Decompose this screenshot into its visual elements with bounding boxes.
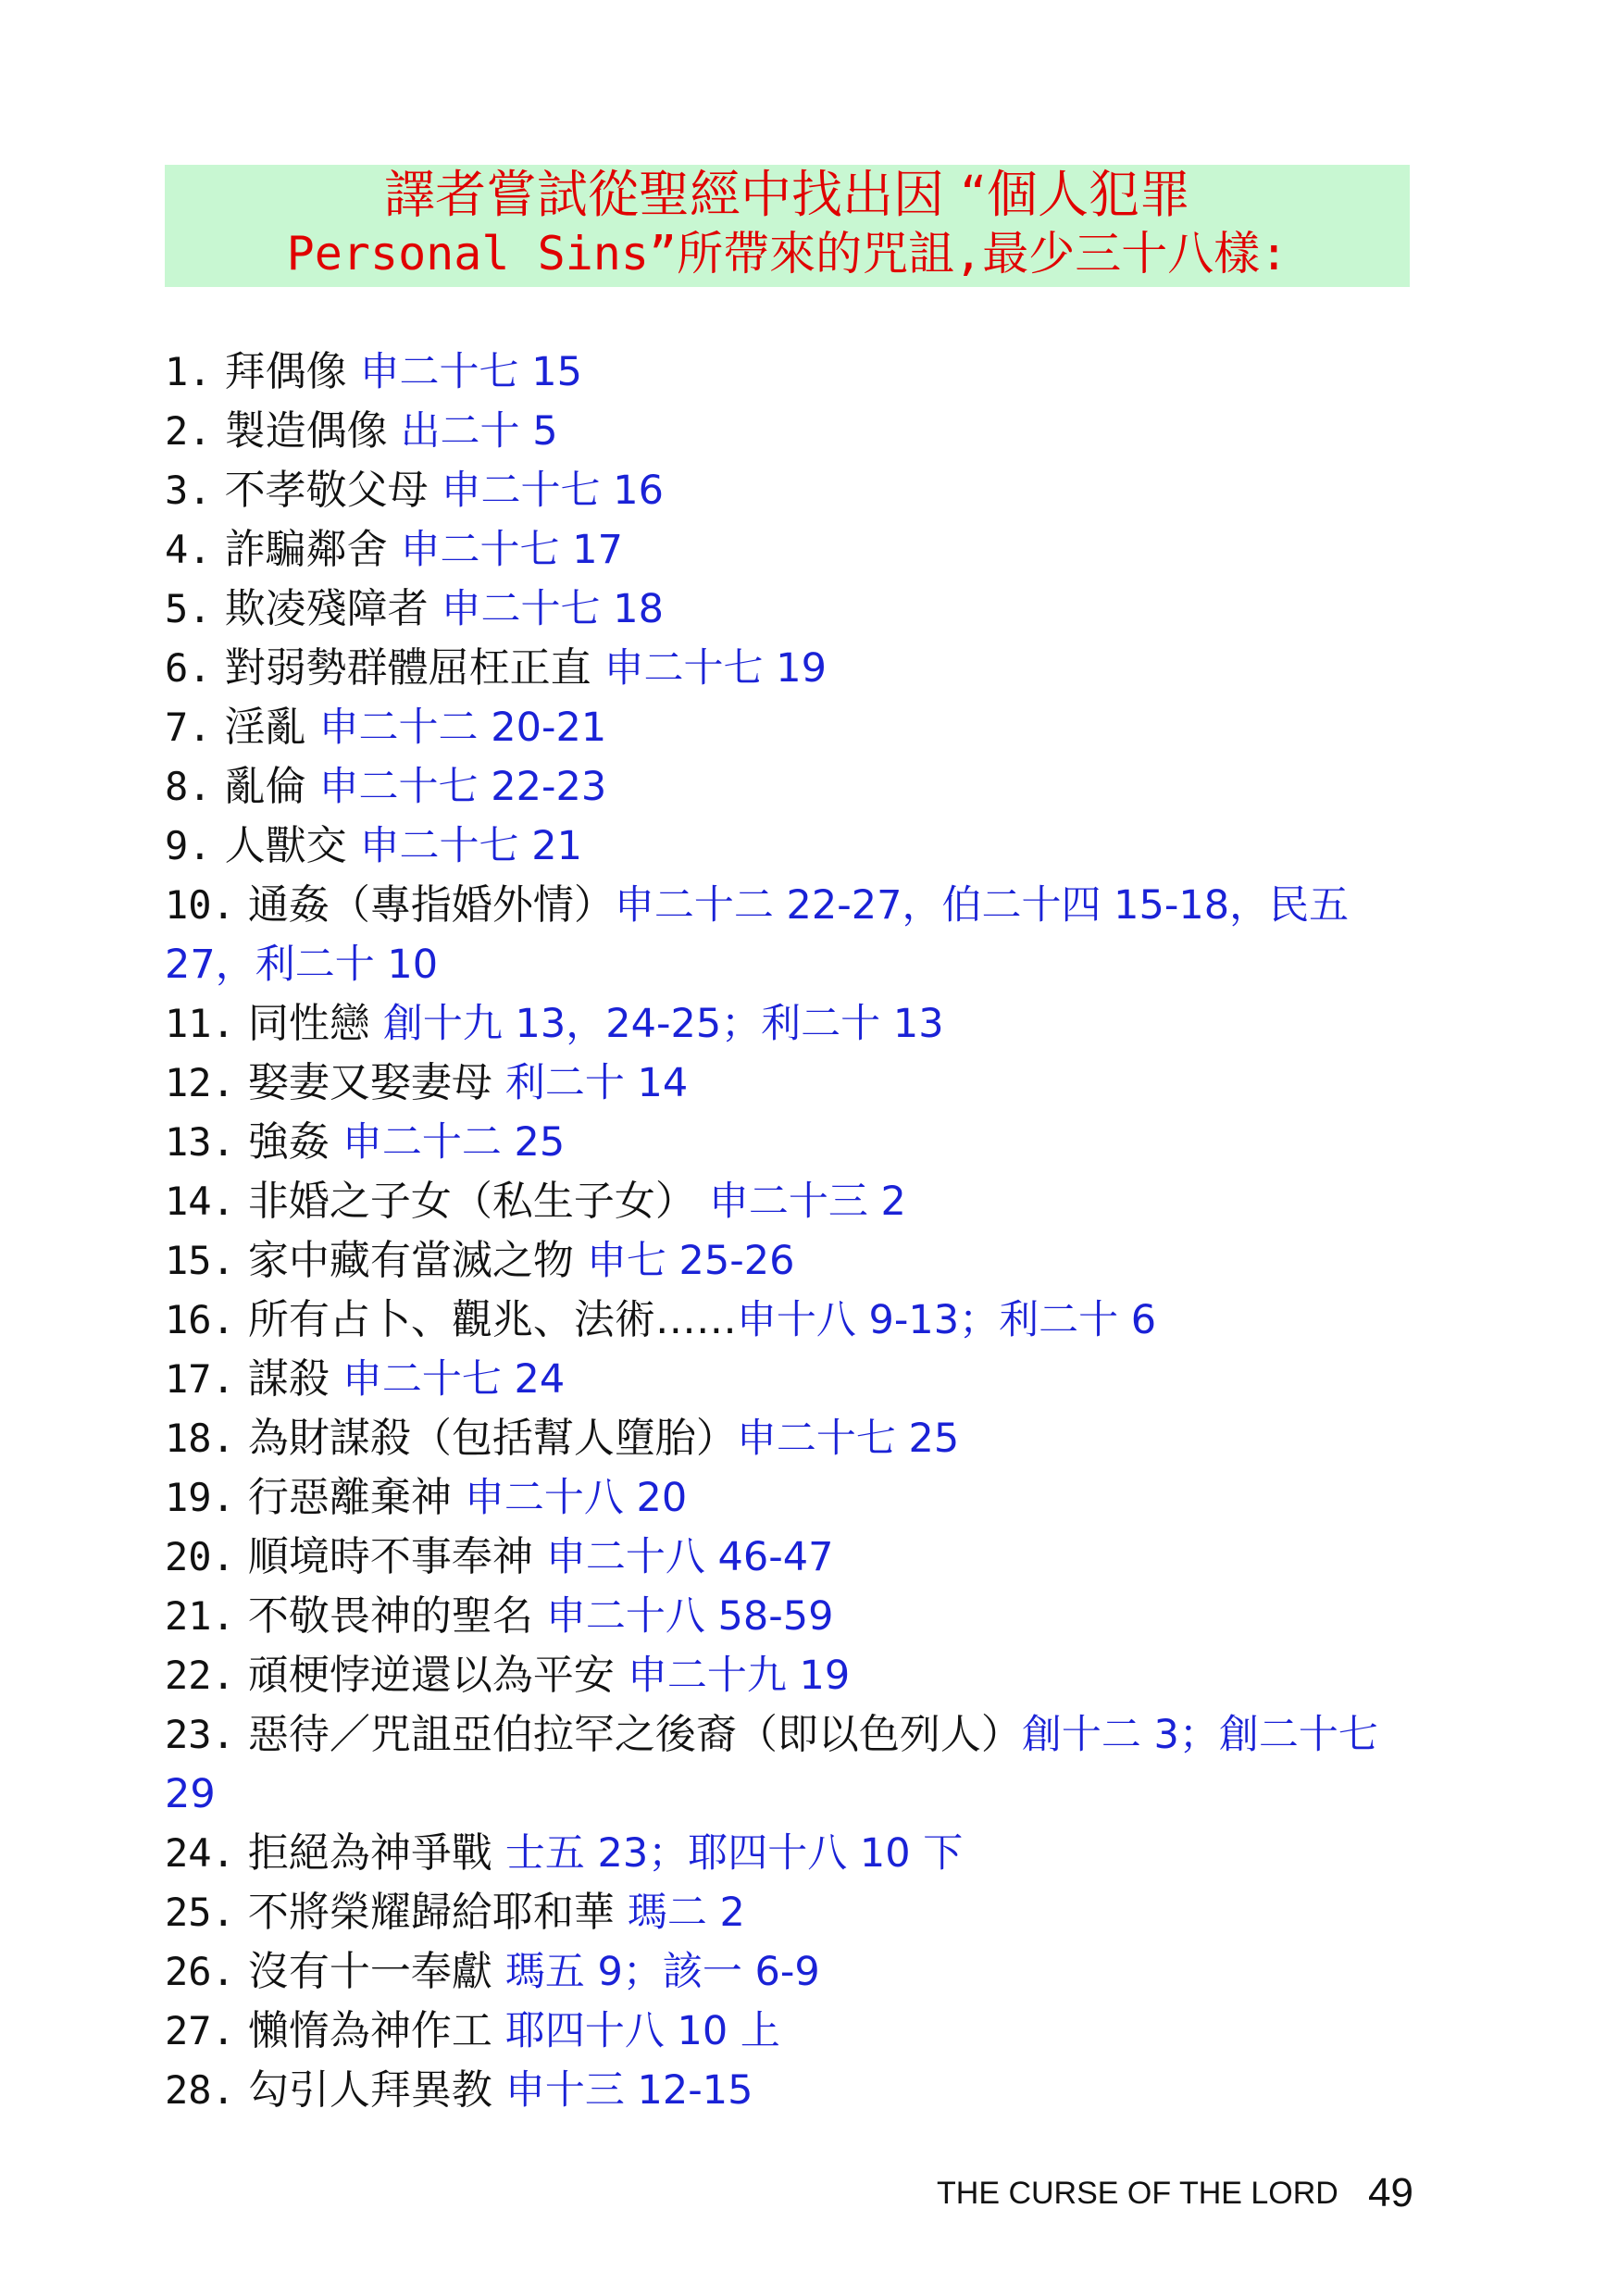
- item-description: 亂倫: [211, 763, 319, 810]
- scripture-reference: 申二十二 25: [342, 1119, 566, 1166]
- item-number: 14.: [165, 1179, 235, 1224]
- item-description: 對弱勢群體屈枉正直: [211, 644, 604, 692]
- list-item: [165, 520, 1414, 580]
- scripture-reference: 申二十七 24: [342, 1356, 566, 1403]
- scripture-reference: 瑪五 9；該一 6-9: [504, 1949, 820, 1995]
- scripture-reference: 創十二 3；創二十七 29: [165, 1712, 1378, 1817]
- item-number: 19.: [165, 1475, 235, 1520]
- scripture-reference: 申二十七 17: [400, 527, 623, 573]
- scripture-reference: 出二十 5: [400, 408, 558, 455]
- heading-line-1: 譯者嘗試從聖經中找出因 “個人犯罪: [384, 165, 1190, 224]
- list-item: [165, 402, 1414, 461]
- item-description: 懶惰為神作工: [234, 2007, 505, 2054]
- item-description: 頑梗悖逆還以為平安: [234, 1652, 628, 1699]
- list-item: [165, 1587, 1414, 1646]
- item-description: 沒有十一奉獻: [234, 1948, 505, 1995]
- list-item: [165, 639, 1414, 698]
- item-description: 不孝敬父母: [211, 467, 442, 514]
- list-item: [165, 343, 1414, 402]
- item-description: 所有占卜、觀兆、法術……: [234, 1296, 737, 1343]
- scripture-reference: 申二十二 22-27，伯二十四 15-18，民五 27，利二十 10: [165, 882, 1350, 988]
- item-description: 欺凌殘障者: [211, 585, 442, 632]
- item-description: 家中藏有當滅之物: [234, 1237, 587, 1284]
- item-description: 行惡離棄神: [234, 1474, 465, 1521]
- list-item: [165, 876, 1414, 994]
- list-item: [165, 1054, 1414, 1113]
- item-description: 惡待／咒詛亞伯拉罕之後裔（即以色列人）: [234, 1711, 1022, 1758]
- item-number: 3.: [165, 468, 212, 513]
- item-description: 勾引人拜異教: [234, 2066, 505, 2114]
- item-description: 淫亂: [211, 704, 319, 751]
- item-description: 強姦: [234, 1118, 342, 1166]
- section-heading: [165, 165, 1410, 287]
- scripture-reference: 申二十八 58-59: [545, 1593, 834, 1640]
- list-item: [165, 1350, 1414, 1409]
- list-item: [165, 1409, 1414, 1468]
- item-number: 10.: [165, 882, 235, 928]
- item-number: 17.: [165, 1356, 235, 1402]
- item-number: 25.: [165, 1890, 235, 1935]
- item-number: 26.: [165, 1949, 235, 1994]
- scripture-reference: 申二十七 25: [736, 1416, 960, 1462]
- list-item: [165, 461, 1414, 520]
- scripture-reference: 申二十七 22-23: [318, 764, 607, 810]
- scripture-reference: 申二十八 46-47: [545, 1534, 834, 1580]
- item-description: 非婚之子女（私生子女）: [234, 1178, 709, 1225]
- list-item: [165, 1883, 1414, 1942]
- item-description: 為財謀殺（包括幫人墮胎）: [234, 1415, 737, 1462]
- item-number: 1.: [165, 349, 212, 394]
- item-description: 不將榮耀歸給耶和華: [234, 1889, 628, 1936]
- list-item: [165, 1705, 1414, 1824]
- item-number: 22.: [165, 1653, 235, 1698]
- item-number: 23.: [165, 1712, 235, 1757]
- item-number: 15.: [165, 1238, 235, 1283]
- item-number: 21.: [165, 1593, 235, 1639]
- heading-line-2: Personal Sins”所帶來的咒詛,最少三十八樣:: [286, 227, 1288, 281]
- list-item: [165, 817, 1414, 876]
- item-description: 製造偶像: [211, 407, 401, 455]
- list-item: [165, 757, 1414, 817]
- list-item: [165, 1113, 1414, 1172]
- item-description: 拒絕為神爭戰: [234, 1829, 505, 1877]
- item-number: 4.: [165, 527, 212, 572]
- scripture-reference: 申二十七 19: [604, 645, 827, 692]
- curse-list: [165, 343, 1414, 2120]
- item-number: 9.: [165, 823, 212, 868]
- scripture-reference: 申二十七 21: [359, 823, 582, 869]
- list-item: [165, 1824, 1414, 1883]
- list-item: [165, 1468, 1414, 1528]
- list-item: [165, 1172, 1414, 1231]
- item-description: 不敬畏神的聖名: [234, 1592, 546, 1640]
- list-item: [165, 580, 1414, 639]
- scripture-reference: 申十三 12-15: [504, 2067, 753, 2114]
- item-number: 24.: [165, 1830, 235, 1876]
- list-item: [165, 994, 1414, 1054]
- item-description: 拜偶像: [211, 348, 360, 395]
- item-number: 28.: [165, 2067, 235, 2113]
- list-item: [165, 2061, 1414, 2120]
- item-number: 7.: [165, 705, 212, 750]
- scripture-reference: 利二十 14: [504, 1060, 689, 1106]
- scripture-reference: 申十八 9-13；利二十 6: [736, 1297, 1157, 1343]
- scripture-reference: 耶四十八 10 上: [504, 2008, 780, 2054]
- page-number: 49: [1368, 2170, 1413, 2215]
- scripture-reference: 瑪二 2: [627, 1890, 745, 1936]
- item-description: 人獸交: [211, 822, 360, 869]
- item-number: 12.: [165, 1060, 235, 1105]
- scripture-reference: 申二十二 20-21: [318, 705, 607, 751]
- item-number: 13.: [165, 1119, 235, 1165]
- list-item: [165, 1646, 1414, 1705]
- scripture-reference: 申二十九 19: [627, 1653, 851, 1699]
- item-number: 27.: [165, 2008, 235, 2053]
- item-description: 娶妻又娶妻母: [234, 1059, 505, 1106]
- item-number: 20.: [165, 1534, 235, 1579]
- item-number: 16.: [165, 1297, 235, 1342]
- list-item: [165, 1231, 1414, 1291]
- list-item: [165, 698, 1414, 757]
- running-footer-title: THE CURSE OF THE LORD: [937, 2176, 1338, 2211]
- item-number: 18.: [165, 1416, 235, 1461]
- item-number: 2.: [165, 408, 212, 454]
- list-item: [165, 1528, 1414, 1587]
- item-number: 8.: [165, 764, 212, 809]
- scripture-reference: 申二十七 16: [441, 468, 664, 514]
- scripture-reference: 申二十七 15: [359, 349, 582, 395]
- scripture-reference: 申二十八 20: [464, 1475, 688, 1521]
- item-number: 6.: [165, 645, 212, 691]
- item-description: 詐騙鄰舍: [211, 526, 401, 573]
- scripture-reference: 申七 25-26: [586, 1238, 795, 1284]
- scripture-reference: 申二十三 2: [708, 1179, 906, 1225]
- scripture-reference: 士五 23；耶四十八 10 下: [504, 1830, 964, 1877]
- item-description: 通姦（專指婚外情）: [234, 881, 615, 929]
- item-description: 謀殺: [234, 1355, 342, 1403]
- item-description: 順境時不事奉神: [234, 1533, 546, 1580]
- list-item: [165, 1942, 1414, 2002]
- item-number: 11.: [165, 1001, 235, 1046]
- list-item: [165, 1291, 1414, 1350]
- list-item: [165, 2002, 1414, 2061]
- scripture-reference: 申二十七 18: [441, 586, 664, 632]
- item-description: 同性戀: [234, 1000, 383, 1047]
- item-number: 5.: [165, 586, 212, 631]
- scripture-reference: 創十九 13，24-25；利二十 13: [382, 1001, 944, 1047]
